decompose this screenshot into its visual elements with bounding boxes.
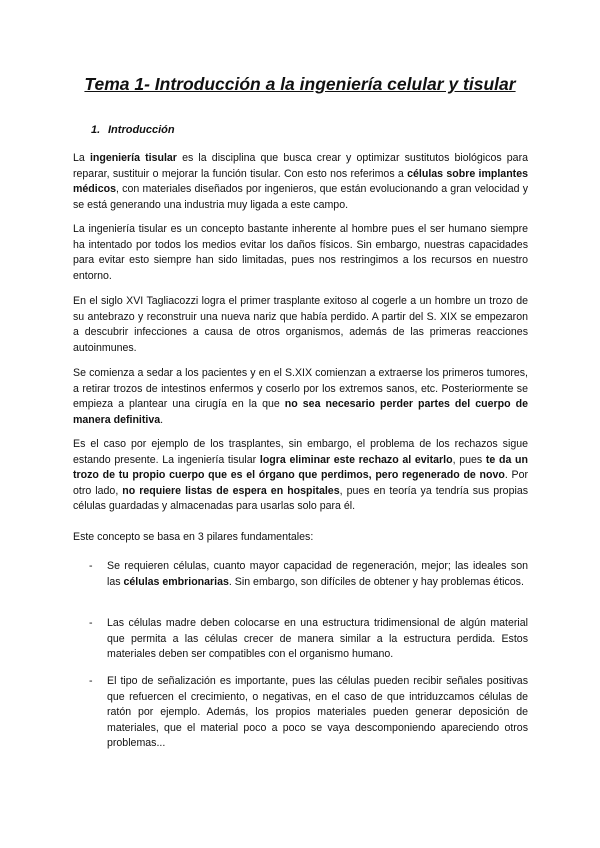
list-item [89, 559, 528, 590]
bullet-dash: - [89, 560, 93, 572]
emphasis-text: no requiere listas de espera en hospitales [122, 484, 340, 497]
list-item [89, 674, 528, 752]
emphasis-text: células embrionarias [123, 575, 229, 588]
paragraph-pillars-intro: Este concepto se basa en 3 pilares fundamentales: [73, 531, 314, 543]
emphasis-text: células sobre implantes médicos [73, 167, 528, 195]
list-item [89, 616, 528, 663]
bullet-dash: - [89, 675, 93, 687]
list-item-text: Las células madre deben colocarse en una estructura tridimensional de algún material que permita a las células crecer de manera similar a la estructura perdida. Estos materiales deben ser compatibles con el organismo humano. [107, 617, 528, 660]
bullet-dash: - [89, 617, 93, 629]
emphasis-text: te da un trozo de tu propio cuerpo que es el órgano que perdimos, pero regenerado de novo [73, 453, 528, 481]
paragraph-history-intro: La ingeniería tisular es un concepto bastante inherente al hombre pues el ser humano siempre ha intentado por todos los medios evitar los daños físicos. Sin embargo, nuestras capacidades para evitar esto siempre han sido limitadas, pues nos restringimos a los recursos en nuestro entorno. [73, 223, 528, 282]
paragraph-definition: La ingeniería tisular es la disciplina que busca crear y optimizar sustitutos biológicos para reparar, sustituir o mejorar la función tisular. Con esto nos referimos a células sobre implantes médicos, con materiales diseñados por ingenieros, que están evolucionando a gran velocidad y se está generando una industria muy ligada a este campo. [73, 152, 528, 211]
emphasis-text: logra eliminar este rechazo al evitarlo [259, 453, 453, 466]
section-heading [91, 124, 175, 136]
document-title: Tema 1- Introducción a la ingeniería celular y tisular [84, 74, 516, 94]
list-item-text: El tipo de señalización es importante, pues las células pueden recibir señales positivas que refuercen el crecimiento, o negativas, en el caso de que intriduzcamos células de ratón por ejemplo. Además, los propios materiales pueden generar deposición de materiales, que el material poco a poco se vaya descomponiendo apareciendo otros problemas... [107, 675, 528, 749]
paragraph-transplants: Es el caso por ejemplo de los trasplantes, sin embargo, el problema de los rechazos sigue estando presente. La ingeniería tisular logra eliminar este rechazo al evitarlo, pues te da un trozo de tu propio cuerpo que es el órgano que perdimos, pero regenerado de novo. Por otro lado, no requiere listas de espera en hospitales, pues en teoría ya tendría sus propias células guardadas y almacenadas para usarlas solo para él. [73, 438, 529, 512]
section-label: Introducción [108, 124, 175, 136]
emphasis-text: no sea necesario perder partes del cuerpo de manera definitiva [73, 398, 528, 426]
paragraph-surgery: Se comienza a sedar a los pacientes y en el S.XIX comienzan a extraerse los primeros tumores, a retirar trozos de intestinos enfermos y coserlo por los extremos sanos, etc. Posteriormente se empieza a plantear una cirugía en la que no sea necesario perder partes del cuerpo de manera definitiva. [73, 367, 528, 426]
section-number: 1. [91, 124, 101, 136]
list-item-text: Se requieren células, cuanto mayor capacidad de regeneración, mejor; las ideales son las células embrionarias. Sin embargo, son difíciles de obtener y hay problemas éticos. [107, 560, 528, 588]
emphasis-text: ingeniería tisular [89, 152, 177, 164]
paragraph-tagliacozzi: En el siglo XVI Tagliacozzi logra el primer trasplante exitoso al cogerle a un hombre un trozo de su antebrazo y reconstruir una nueva nariz que había perdido. A partir del S. XIX se empezaron a descubrir infecciones a causa de otros organismos, además de las primeras reacciones autoinmunes. [73, 295, 528, 354]
